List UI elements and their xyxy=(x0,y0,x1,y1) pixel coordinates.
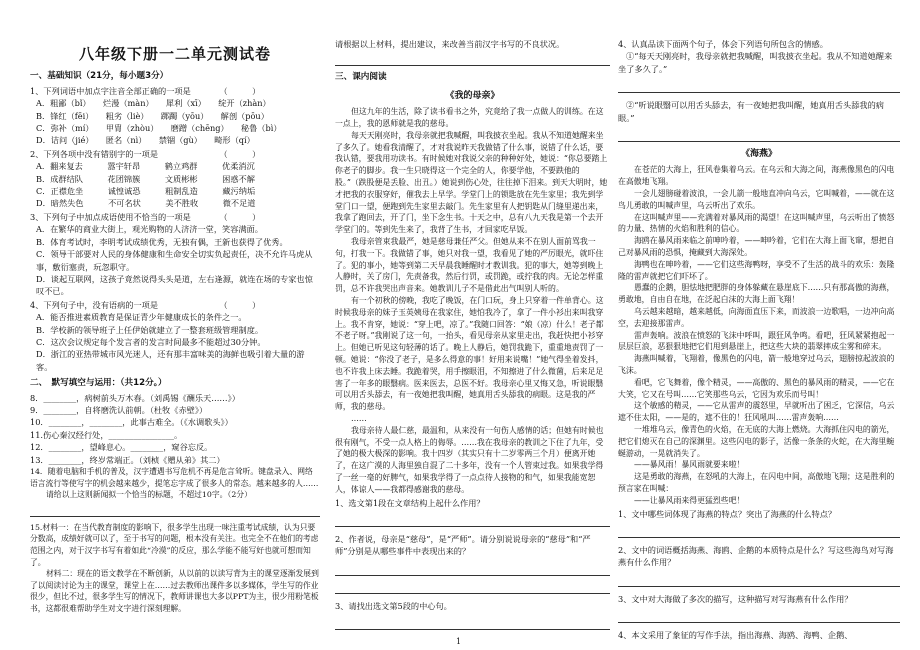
q3-option-c: C．领导干部要对人民的身体健康和生命安全切实负起责任，决不允许马虎从事，敷衍塞责，玩忽职守。 xyxy=(36,249,313,272)
question-1: 1、下列词语中加点字注音全部正确的一项是 （ ） xyxy=(30,85,261,96)
answer-line[interactable] xyxy=(618,527,900,538)
section3-heading: 三、课内阅读 xyxy=(335,72,387,83)
poem-question-1: 1、文中哪些词体现了海燕的特点？突出了海燕的什么特点？ xyxy=(618,508,837,519)
section1-heading: 一、基础知识（21分，每小题3分） xyxy=(30,71,169,82)
poem-paragraph: 这个敏感的精灵，——它从雷声的震怒里，早就听出了困乏，它深信，乌云遮不住太阳，——是的，遮不住的！狂风吼叫……雷声轰响…… xyxy=(618,401,895,423)
fill-line-11[interactable]: 11.伤心秦汉经行处，________________。 xyxy=(30,429,183,440)
poem-paragraph: 看吧，它飞舞着，像个精灵，——高傲的、黑色的暴风雨的精灵，——它在大笑，它又在号叫……它笑那些乌云，它因为欢乐而号叫！ xyxy=(618,377,895,399)
answer-line[interactable] xyxy=(618,82,900,93)
answer-line-15[interactable] xyxy=(335,54,610,66)
fill-line-12[interactable]: 12．________，望峰息心。________，窥谷忘反。 xyxy=(30,442,213,453)
question-4: 4、下列句子中，没有语病的一项是 （ ） xyxy=(30,299,261,310)
poem-title: 《海燕》 xyxy=(740,149,777,160)
poem-paragraph: 在苍茫的大海上，狂风卷集着乌云。在乌云和大海之间，海燕像黑色的闪电在高傲地飞翔。 xyxy=(618,165,895,187)
question-14-prompt: 请给以上这则新闻拟一个恰当的标题，不超过10字。（2分） xyxy=(46,490,252,500)
poem-paragraph: ——让暴风雨来得更猛烈些吧！ xyxy=(634,495,745,505)
q4-option-c: C．这次会议规定每个发言者的发言时间最多不能超过30分钟。 xyxy=(36,336,266,347)
q2-option-d: D．暗然失色 不可名状 美不胜收 微不足道 xyxy=(36,198,256,209)
q1-option-c: C．弥补（mí） 甲胄（zhòu） 磨蹭（chēng） 秘鲁（bì） xyxy=(36,123,282,134)
q4-option-b: B．学校新的领导班子上任伊始就建立了一整套班级管理制度。 xyxy=(36,324,264,335)
question-15-prompt: 请根据以上材料，提出建议，来改善当前汉字书写的不良状况。 xyxy=(335,39,565,49)
section2-heading: 二、 默写填空与运用：（共12分。） xyxy=(30,378,167,389)
q1-option-d: D．诘问（jié） 匿名（nì） 禁锢（gù） 畸形（qí） xyxy=(36,135,255,146)
answer-line[interactable] xyxy=(618,612,900,623)
q1-option-b: B．锋红（fēi） 粗劣（liè） 踯躅（yōu） 解剖（pōu） xyxy=(36,110,269,121)
sentence-2: ②“听说眼翳可以用舌头舔去，有一夜她把我叫醒，她真用舌头舔我的病眼。” xyxy=(618,100,884,123)
answer-line-14[interactable] xyxy=(30,505,320,517)
question-15-material-2: 材料二：现在的语文教学在不断创新，从以前的以读写背为主的课堂逐渐发展到了以阅读讨论为主的课堂，课堂上在……过去教师出课件多以多媒体，学生写的作业很少，但比不过，很多学生写的情况下，教师讲课也大多以PPT为主，很少用粉笔板书，这都很难帮助学生对文字进行深刻理解。 xyxy=(30,569,319,613)
passage-paragraph: …… xyxy=(351,413,367,423)
fill-line-9[interactable]: 9．________，自将磨洗认前朝。（杜牧《赤壁》） xyxy=(30,404,208,415)
q3-option-d: D．谈起互联网，这孩子竟然说得头头是道，左右逢源，就连在场的专家也惊叹不已。 xyxy=(36,273,313,297)
q2-option-c: C．正襟危坐 诚惶诚恐 粗制乱造 藏污纳垢 xyxy=(36,186,256,197)
poem-paragraph: ——暴风雨！暴风雨就要来啦！ xyxy=(634,460,745,470)
page-title: 八年级下册一二单元测试卷 xyxy=(78,45,271,63)
question-3: 3、下列句子中加点成语使用不恰当的一项是 （ ） xyxy=(30,211,261,222)
fill-line-8[interactable]: 8．________，病树前头万木春。（刘禹锡《酬乐天……》） xyxy=(30,392,240,403)
poem-paragraph: 海鸥在暴风雨来临之前呻吟着，——呻吟着，它们在大海上面飞窜，想把自己对暴风雨的恐惧，掩藏到大海深处。 xyxy=(618,236,895,258)
passage-paragraph: 我母亲管束我最严，她是慈母兼任严父。但她从来不在别人面前骂我一句，打我一下。我做错了事，她只对我一望，我看见了她的严厉眼光，就吓住了。犯的事小，她等到第二天早晨我睡醒时才教训我。犯的事大，她等到晚上人静时，关了房门，先责备我，然后行罚，或罚跪，或拧我的肉。无论怎样重罚，总不许我哭出声音来。她教训儿子不是借此出气叫别人听的。 xyxy=(335,236,604,294)
q2-option-b: B．成群结队 花团锦簇 文质彬彬 困惑不解 xyxy=(36,173,255,184)
poem-paragraph: 乌云越来越暗，越来越低，向海面直压下来，而波浪一边歌唱，一边冲向高空，去迎接那雷声。 xyxy=(618,307,895,328)
poem-paragraph: 这是勇敢的海燕，在怒吼的大海上，在闪电中间，高傲地飞翔；这是胜利的预言家在叫喊： xyxy=(618,472,895,493)
q4-option-a: A．能否推进素质教育是保证青少年健康成长的条件之一。 xyxy=(36,312,247,323)
poem-paragraph: 海鸭也在呻吟着，——它们这些海鸭呀，享受不了生活的战斗的欢乐：轰隆隆的雷声就把它们吓坏了。 xyxy=(618,259,895,281)
q4-option-d: D．浙江的亚热带城市风光迷人，还有那丰富味美的海鲜也吸引着大量的游客。 xyxy=(36,349,305,372)
passage-title: 《我的母亲》 xyxy=(445,90,500,101)
answer-line[interactable] xyxy=(335,565,610,576)
q3-option-a: A．在繁华的商业大街上，观光购物的人济济一堂，笑容满面。 xyxy=(36,224,263,235)
poem-paragraph: 一会儿翅膀碰着波浪，一会儿箭一般地直冲向乌云，它叫喊着，——就在这鸟儿勇敢的叫喊声里，乌云听出了欢乐。 xyxy=(618,189,895,210)
answer-line[interactable] xyxy=(335,619,610,630)
page-number: 1 xyxy=(456,637,462,646)
poem-paragraph: 在这叫喊声里——充满着对暴风雨的渴望！在这叫喊声里，乌云听出了愤怒的力量、热情的火焰和胜利的信心。 xyxy=(618,212,895,234)
answer-line[interactable] xyxy=(618,576,900,587)
poem-question-2: 2、文中的词语概括海燕、海鸥、企鹅的本质特点是什么？写这些海鸟对写海燕有什么作用？ xyxy=(618,544,894,568)
poem-paragraph: 愚蠢的企鹅，胆怯地把肥胖的身体躲藏在悬崖底下……只有那高傲的海燕，勇敢地，自由自在地，在泛起白沫的大海上面飞翔！ xyxy=(618,283,895,305)
fill-line-13[interactable]: 13．________，终岁常端正。（刘桢《赠从弟》其二） xyxy=(30,454,225,465)
q3-option-b: B．体育考试时，李明考试成绩优秀，无独有偶，王新也获得了优秀。 xyxy=(36,236,288,247)
passage-paragraph: 有一个初秋的傍晚，我吃了晚饭，在门口玩，身上只穿着一件单背心。这时候我母亲的妹子玉英姨母在我家住，她怕我冷了，拿了一件小衫出来叫我穿上。我不肯穿，她说：“穿上吧，凉了。”我随口回答：“娘（凉）什么！老子都不老子呀。”我刚说了这一句，一抬头，看见母亲从家里走出，我赶快把小衫穿上。但她已听见这句轻薄的话了。晚上人静后，她罚我跪下，重重地责罚了一顿。她说：“你没了老子，是多么得意的事！好用来说嘴！”她气得坐着发抖，也不许我上床去睡。我跪着哭，用手擦眼泪，不知擦进了什么微菌，后来足足害了一年多的眼翳病。医来医去，总医不好。我母亲心里又悔又急，听说眼翳可以用舌头舔去，有一夜她把我叫醒，她真用舌头舔我的病眼。这是我的严师，我的慈母。 xyxy=(335,295,604,412)
passage-paragraph: 但这九年的生活，除了读书看书之外，究竟给了我一点做人的训练。在这一点上，我的恩师就是我的慈母。 xyxy=(335,107,604,129)
reading-question-3: 3、请找出选文第5段的中心句。 xyxy=(335,600,452,611)
column-middle xyxy=(335,38,610,648)
answer-line[interactable] xyxy=(335,583,610,594)
poem-question-4: 4、本文采用了象征的写作手法，指出海燕、海鸥、海鸭、企鹅、 xyxy=(618,630,853,641)
answer-line[interactable] xyxy=(618,131,900,142)
reading-question-4: 4、认真品读下面两个句子，体会下列语句所包含的情感。 xyxy=(618,39,828,49)
question-15-material-1: 15.材料一：在当代教育制度的影响下，很多学生出现一味注重考试成绩，认为只要分数高，成绩好就可以了，至于书写的问题，根本没有关注。也完全不在他们的考虑范围之内，对于汉字书写有着如此“冷漠”的反应，那么学能不能写好也就可想而知了。 xyxy=(30,522,319,567)
poem-paragraph: 雷声轰响。波浪在愤怒的飞沫中呼叫，跟狂风争鸣。看吧，狂风紧紧抱起一层层巨浪，恶狠狠地把它们甩到悬崖上，把这些大块的翡翠摔成尘雾和碎末。 xyxy=(618,330,895,352)
column-right xyxy=(618,38,900,648)
poem-paragraph: 海燕叫喊着，飞翔着，像黑色的闪电，箭一般地穿过乌云，翅膀掠起波浪的飞沫。 xyxy=(618,354,895,375)
question-14: 14．随着电脑和手机的普及，汉字遭遇书写危机不再是危言耸听。键盘录入、网络语言流行等使写字的机会越来越少，提笔忘字成了很多人的常态。越来越多的人…… xyxy=(30,467,319,488)
sentence-1: ①“每天天刚亮时，我母亲就把我喊醒，叫我披衣坐起。我从不知道她醒来坐了多久了。” xyxy=(618,51,893,74)
poem-paragraph: 一堆堆乌云，像青色的火焰，在无底的大海上燃烧。大海抓住闪电的箭光，把它们熄灭在自己的深渊里。这些闪电的影子，活像一条条的火蛇，在大海里蜿蜒游动，一晃就消失了。 xyxy=(618,424,895,458)
answer-line[interactable] xyxy=(335,516,610,527)
passage-paragraph: 每天天刚亮时，我母亲就把我喊醒，叫我披衣坐起。我从不知道她醒来坐了多久了。她看我清醒了，才对我说昨天我做错了什么事，说错了什么话，要我认错，要我用功读书。有时候她对我说父亲的种种好处，她说：“你总要踏上你老子的脚步。我一生只晓得这一个完全的人，你要学他，不要跌他的股。”（跌股便是丢脸、出丑。）她说到伤心处，往往掉下泪来。到天大明时，她才把我的衣服穿好，催我去上早学。学堂门上的锁匙放在先生家里；我先到学堂门口一望，便跑到先生家里去敲门。先生家里有人把钥匙从门缝里递出来，我拿了跑回去，开了门，坐下念生书。十天之中，总有八九天我是第一个去开学堂门的。等到先生来了，我背了生书，才回家吃早饭。 xyxy=(335,130,608,235)
column-left xyxy=(30,40,320,650)
q2-option-a: A．翻来复去 嚣宇轩昂 鹤立鸡群 优柔消沉 xyxy=(36,161,255,172)
reading-question-2: 2、作者说，母亲是“慈母”，是“严师”。请分别说说母亲的“慈母”和“严师”分别是从哪些事件中表现出来的？ xyxy=(335,533,591,557)
poem-question-3: 3、文中对大海做了多次的描写，这种描写对写海燕有什么作用？ xyxy=(618,593,853,604)
reading-question-1: 1、选文第1段在文章结构上起什么作用？ xyxy=(335,497,485,508)
fill-line-10[interactable]: 10．________，________，此事古难全。（《水调歌头》） xyxy=(30,417,233,428)
question-2: 2、下列各项中没有错别字的一项是 （ ） xyxy=(30,148,261,159)
q1-option-a: A．粗鄙（bǐ） 烂漫（màn） 犀利（xī） 绽开（zhàn） xyxy=(36,98,271,109)
passage-paragraph: 我母亲待人最仁慈，最温和，从来没有一句伤人感情的话；但她有时候也很有刚气，不受一点人格上的侮辱。……我在我母亲的教训之下住了九年，受了她的极大极深的影响。我十四岁（其实只有十二岁零两三个月）便离开她了，在这广漠的人海里独自混了二十多年，没有一个人管束过我。如果我学得了一丝一毫的好脾气，如果我学得了一点点待人接物的和气，如果我能宽恕人，体谅人——我都得感谢我的慈母。 xyxy=(335,425,604,494)
